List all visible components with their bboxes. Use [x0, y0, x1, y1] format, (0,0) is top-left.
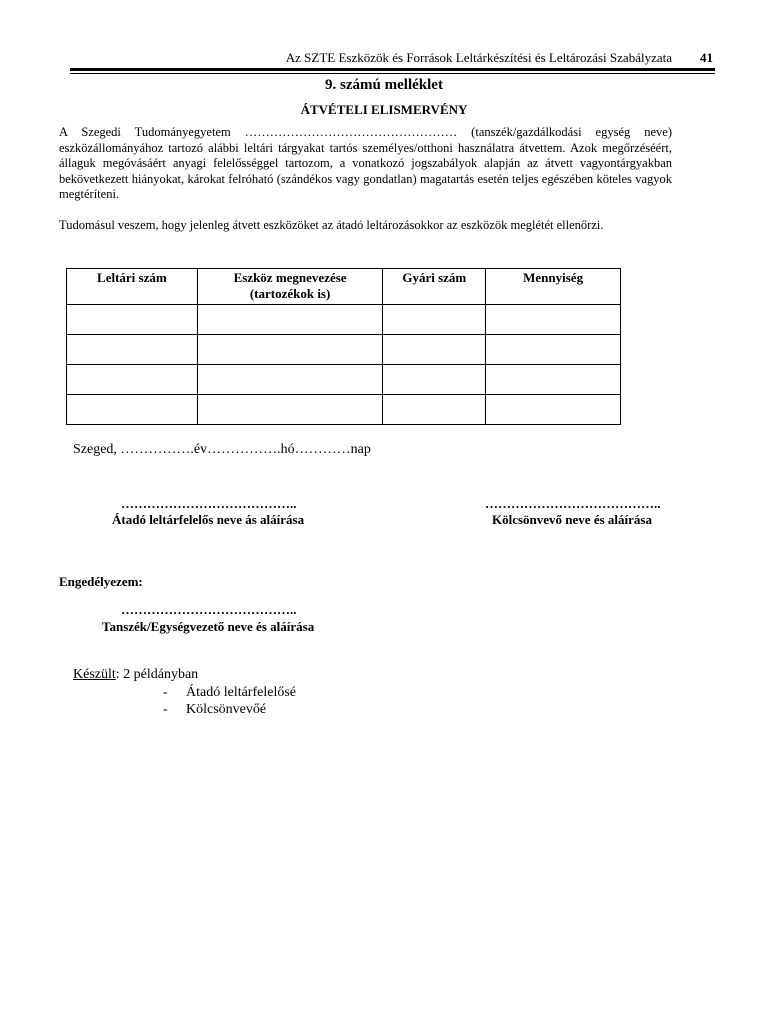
table-cell[interactable] — [67, 305, 198, 335]
column-header-quantity: Mennyiség — [486, 269, 621, 305]
column-header-serial-number: Gyári szám — [383, 269, 486, 305]
acknowledgement-paragraph: Tudomásul veszem, hogy jelenleg átvett eszközöket az átadó leltározásokkor az eszközök meglétét ellenőrzi. — [59, 218, 604, 232]
borrower-signature-line: ………………………………….. — [485, 496, 661, 511]
table-cell[interactable] — [197, 305, 383, 335]
manager-signature-line: ………………………………….. — [121, 602, 297, 617]
list-item: - Átadó leltárfelelősé — [163, 685, 297, 700]
copies-note — [73, 667, 198, 683]
manager-signature-label: Tanszék/Egységvezető neve és aláírása — [102, 619, 315, 634]
date-line: Szeged, …………….év…………….hó…………nap — [73, 442, 371, 457]
header-title: Az SZTE Eszközök és Források Leltárkészítési és Leltározási Szabályzata — [285, 50, 672, 65]
borrower-signature-label: Kölcsönvevő neve és aláírása — [492, 512, 652, 527]
approval-heading: Engedélyezem: — [59, 574, 143, 589]
table-row — [67, 335, 621, 365]
table-cell[interactable] — [67, 335, 198, 365]
table-cell[interactable] — [486, 305, 621, 335]
page-number: 41 — [700, 50, 713, 65]
table-cell[interactable] — [383, 335, 486, 365]
table-cell[interactable] — [67, 365, 198, 395]
table-cell[interactable] — [67, 395, 198, 425]
column-header-inventory-number: Leltári szám — [67, 269, 198, 305]
handover-signature-line: ………………………………….. — [121, 496, 297, 511]
list-item: - Kölcsönvevőé — [163, 702, 267, 717]
asset-name-line2: (tartozékok is) — [249, 286, 331, 301]
table-cell[interactable] — [486, 335, 621, 365]
table-cell[interactable] — [197, 365, 383, 395]
table-row — [67, 395, 621, 425]
table-row — [67, 365, 621, 395]
table-cell[interactable] — [486, 395, 621, 425]
header-rule-thin — [70, 73, 715, 74]
handover-signature-label: Átadó leltárfelelős neve ás aláírása — [112, 512, 305, 527]
intro-paragraph: A Szegedi Tudományegyetem …………………………………………… (tanszék/gazdálkodási egység neve) eszközállományához tartozó alábbi leltári tárgyakat tartós személyes/otthoni használatra átvettem. Azok megőrzéséért, állaguk megóvásáért anyagi felelősséggel tartozom, a vonatkozó jogszabályok alapján az átvett vagyontárgyakban bekövetkezett hiányokat, károkat felróható (szándékos vagy gondatlan) magatartás esetén teljes egészében köteles vagyok megtéríteni. — [59, 125, 672, 201]
copy-recipient: Kölcsönvevőé — [186, 702, 267, 717]
table-cell[interactable] — [383, 395, 486, 425]
table-header-row — [67, 269, 621, 305]
column-header-asset-name — [197, 269, 383, 305]
annex-title: 9. számú melléklet — [325, 77, 443, 93]
copies-note-text: : 2 példányban — [115, 667, 199, 682]
table-cell[interactable] — [197, 335, 383, 365]
inventory-table — [66, 268, 621, 425]
header-rule — [70, 68, 715, 71]
copies-note-label: Készült — [73, 667, 116, 682]
table-cell[interactable] — [197, 395, 383, 425]
document-title: ÁTVÉTELI ELISMERVÉNY — [300, 102, 468, 117]
asset-name-line1: Eszköz megnevezése — [233, 270, 347, 285]
table-row — [67, 305, 621, 335]
table-cell[interactable] — [383, 365, 486, 395]
table-cell[interactable] — [383, 305, 486, 335]
page-header — [70, 50, 715, 70]
table-cell[interactable] — [486, 365, 621, 395]
copy-recipient: Átadó leltárfelelősé — [186, 685, 297, 700]
